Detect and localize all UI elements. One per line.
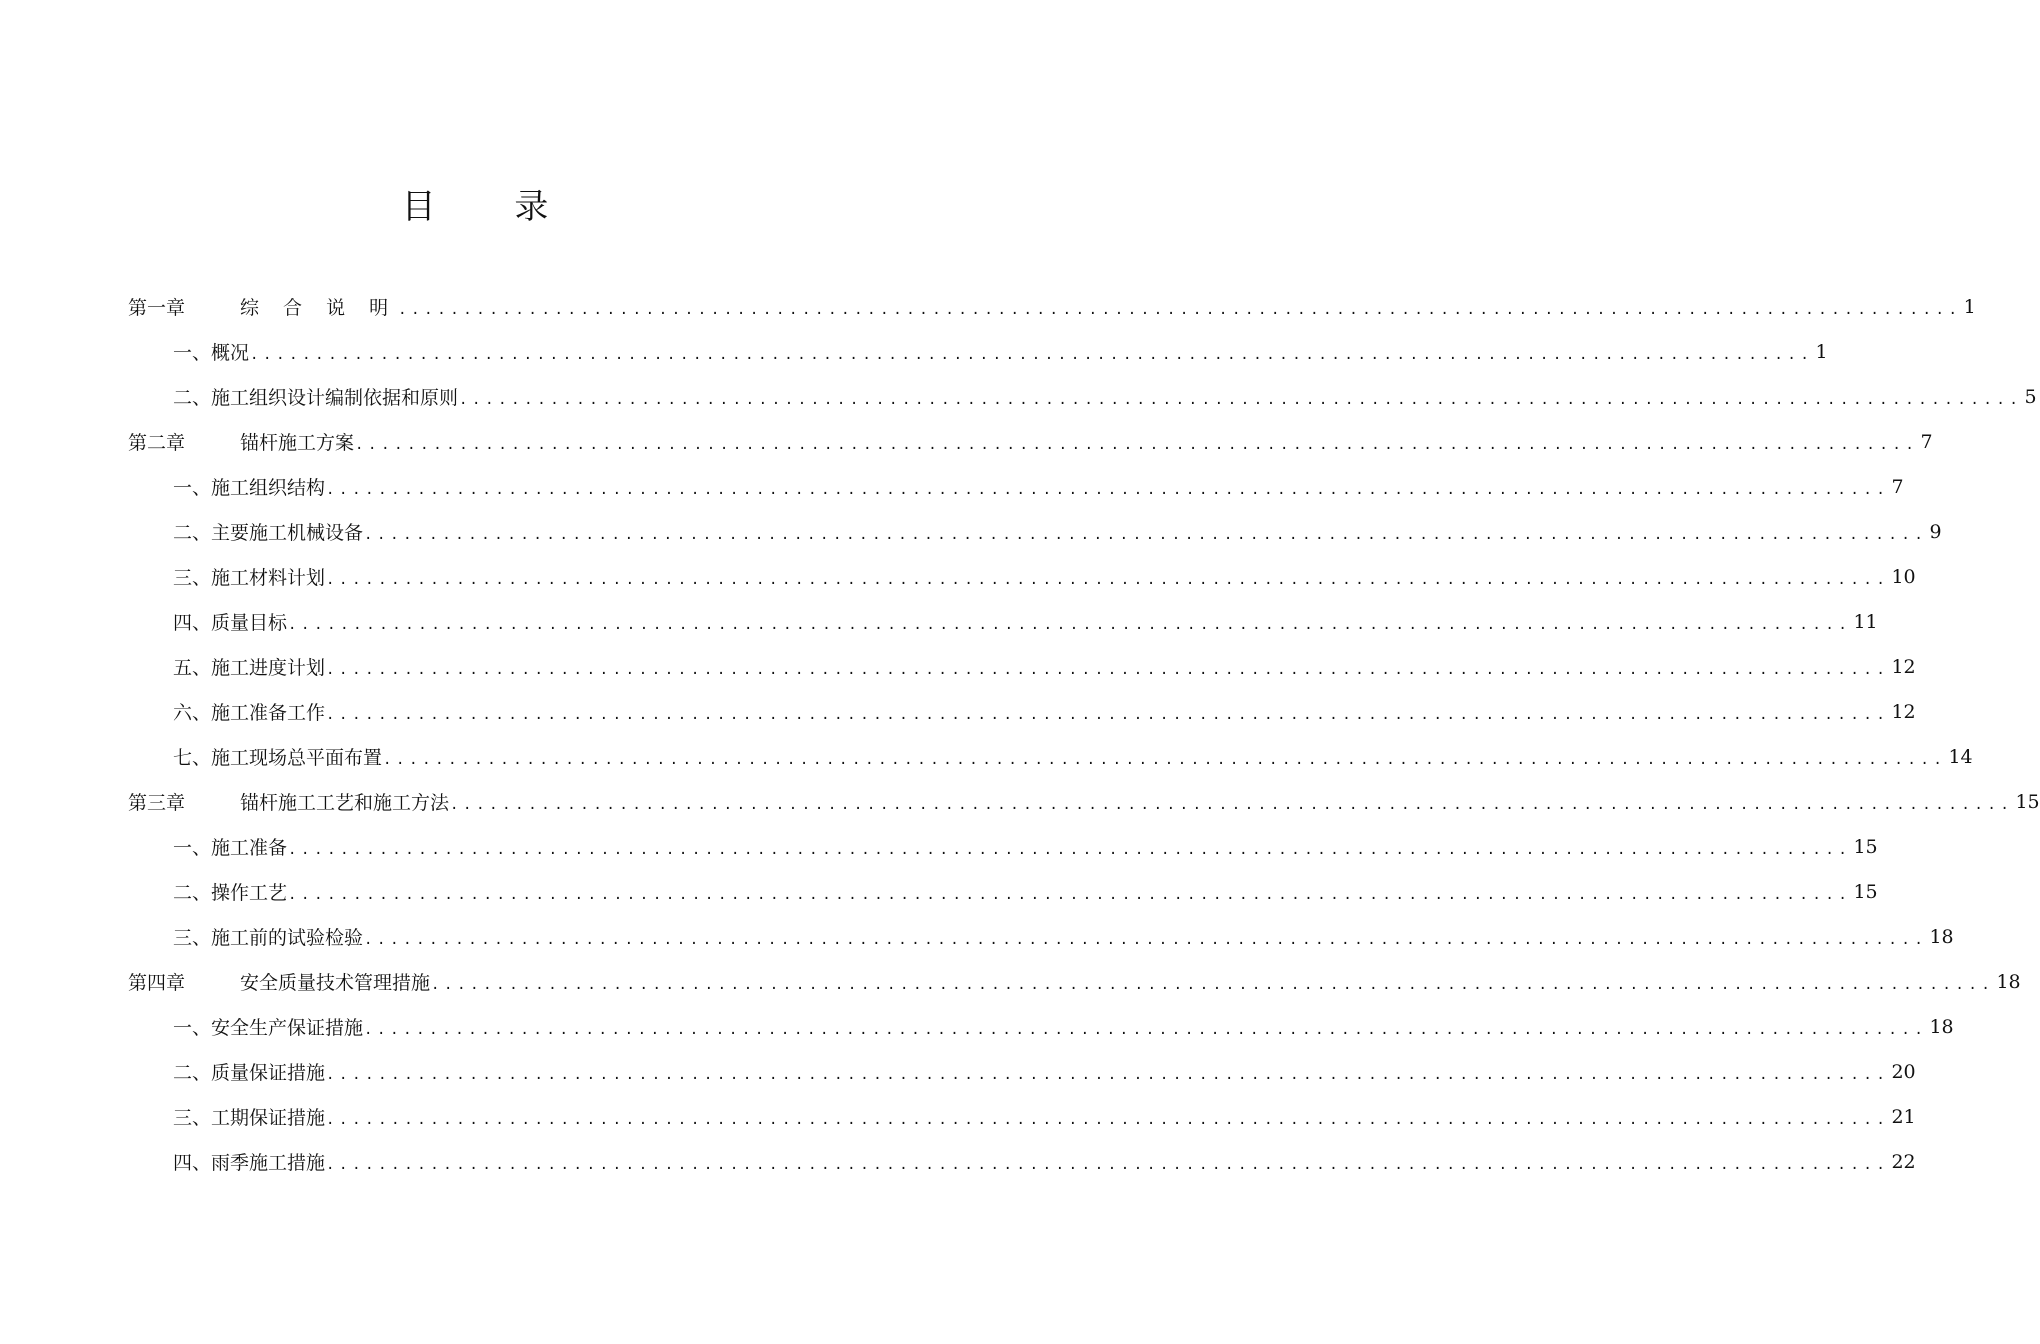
entry-title: 四、雨季施工措施 — [173, 1152, 326, 1174]
dot-leader: ........................................................................................................................ — [364, 526, 1928, 543]
toc-section-entry[interactable] — [0, 824, 1878, 869]
toc-chapter-entry[interactable] — [0, 779, 2040, 824]
toc-section-entry[interactable] — [0, 1139, 1916, 1184]
page-number: 20 — [1891, 1060, 1916, 1083]
toc-section-entry[interactable] — [0, 1004, 1954, 1049]
dot-leader: ........................................................................................................................ — [459, 391, 2023, 408]
page-number: 12 — [1891, 655, 1916, 678]
toc-section-entry[interactable] — [0, 509, 1942, 554]
entry-title: 锚杆施工方案 — [240, 432, 355, 454]
toc-section-entry[interactable] — [0, 554, 1916, 599]
page-number: 7 — [1920, 430, 1933, 453]
entry-title: 一、施工组织结构 — [173, 477, 326, 499]
page-number: 18 — [1996, 970, 2021, 993]
dot-leader: ........................................................................................................................ — [288, 886, 1852, 903]
toc-section-entry[interactable] — [0, 1094, 1916, 1139]
dot-leader: ........................................................................................................................ — [288, 841, 1852, 858]
toc-section-entry[interactable] — [0, 599, 1878, 644]
entry-title: 三、施工材料计划 — [173, 567, 326, 589]
page-number: 15 — [1853, 835, 1878, 858]
dot-leader: ........................................................................................................................ — [431, 976, 1995, 993]
dot-leader: ........................................................................................................................ — [326, 571, 1890, 588]
dot-leader: ........................................................................................................................ — [326, 1111, 1890, 1128]
dot-leader: ........................................................................................................................ — [326, 661, 1890, 678]
page-number: 18 — [1929, 925, 1954, 948]
page-number: 14 — [1948, 745, 1973, 768]
toc-section-entry[interactable] — [0, 644, 1916, 689]
entry-title: 一、安全生产保证措施 — [173, 1017, 364, 1039]
entry-title: 安全质量技术管理措施 — [240, 972, 431, 994]
entry-title: 二、操作工艺 — [173, 882, 288, 904]
toc-section-entry[interactable] — [0, 869, 1878, 914]
entry-title: 三、工期保证措施 — [173, 1107, 326, 1129]
toc-chapter-entry[interactable] — [0, 959, 2021, 1004]
entry-title: 综 合 说 明 — [240, 297, 398, 319]
dot-leader: ........................................................................................................................ — [250, 346, 1814, 363]
page-number: 11 — [1853, 610, 1878, 633]
toc-section-entry[interactable] — [0, 1049, 1916, 1094]
dot-leader: ........................................................................................................................ — [288, 616, 1852, 633]
page-number: 5 — [2024, 385, 2037, 408]
dot-leader: ........................................................................................................................ — [364, 1021, 1928, 1038]
page-number: 1 — [1815, 340, 1828, 363]
entry-title: 四、质量目标 — [173, 612, 288, 634]
entry-title: 六、施工准备工作 — [173, 702, 326, 724]
toc-section-entry[interactable] — [0, 374, 2037, 419]
chapter-number: 第一章 — [128, 297, 186, 319]
dot-leader: ........................................................................................................................ — [326, 706, 1890, 723]
page-number: 15 — [2015, 790, 2040, 813]
dot-leader: ........................................................................................................................ — [326, 1066, 1890, 1083]
page-number: 7 — [1891, 475, 1904, 498]
entry-title: 七、施工现场总平面布置 — [173, 747, 383, 769]
toc-section-entry[interactable] — [0, 464, 1904, 509]
page-number: 21 — [1891, 1105, 1916, 1128]
entry-title: 一、概况 — [173, 342, 250, 364]
dot-leader: ........................................................................................................................ — [326, 1156, 1890, 1173]
page-title: 目 录 — [401, 187, 583, 227]
entry-title: 五、施工进度计划 — [173, 657, 326, 679]
dot-leader: ........................................................................................................................ — [355, 436, 1919, 453]
page-number: 9 — [1929, 520, 1942, 543]
entry-title: 三、施工前的试验检验 — [173, 927, 364, 949]
toc-section-entry[interactable] — [0, 734, 1973, 779]
dot-leader: ........................................................................................................................ — [398, 301, 1962, 318]
page-number: 1 — [1963, 295, 1976, 318]
entry-title: 二、施工组织设计编制依据和原则 — [173, 387, 459, 409]
dot-leader: ........................................................................................................................ — [364, 931, 1928, 948]
chapter-number: 第四章 — [128, 972, 186, 994]
entry-title: 一、施工准备 — [173, 837, 288, 859]
toc-section-entry[interactable] — [0, 914, 1954, 959]
chapter-number: 第三章 — [128, 792, 186, 814]
page-number: 18 — [1929, 1015, 1954, 1038]
entry-title: 二、主要施工机械设备 — [173, 522, 364, 544]
dot-leader: ........................................................................................................................ — [326, 481, 1890, 498]
toc-chapter-entry[interactable] — [0, 284, 1976, 329]
toc-chapter-entry[interactable] — [0, 419, 1933, 464]
table-of-contents — [0, 284, 2040, 1184]
page-number: 10 — [1891, 565, 1916, 588]
chapter-number: 第二章 — [128, 432, 186, 454]
page-number: 22 — [1891, 1150, 1916, 1173]
toc-section-entry[interactable] — [0, 689, 1916, 734]
dot-leader: ........................................................................................................................ — [450, 796, 2014, 813]
dot-leader: ........................................................................................................................ — [383, 751, 1947, 768]
entry-title: 锚杆施工工艺和施工方法 — [240, 792, 450, 814]
page-number: 15 — [1853, 880, 1878, 903]
page-number: 12 — [1891, 700, 1916, 723]
toc-section-entry[interactable] — [0, 329, 1828, 374]
entry-title: 二、质量保证措施 — [173, 1062, 326, 1084]
